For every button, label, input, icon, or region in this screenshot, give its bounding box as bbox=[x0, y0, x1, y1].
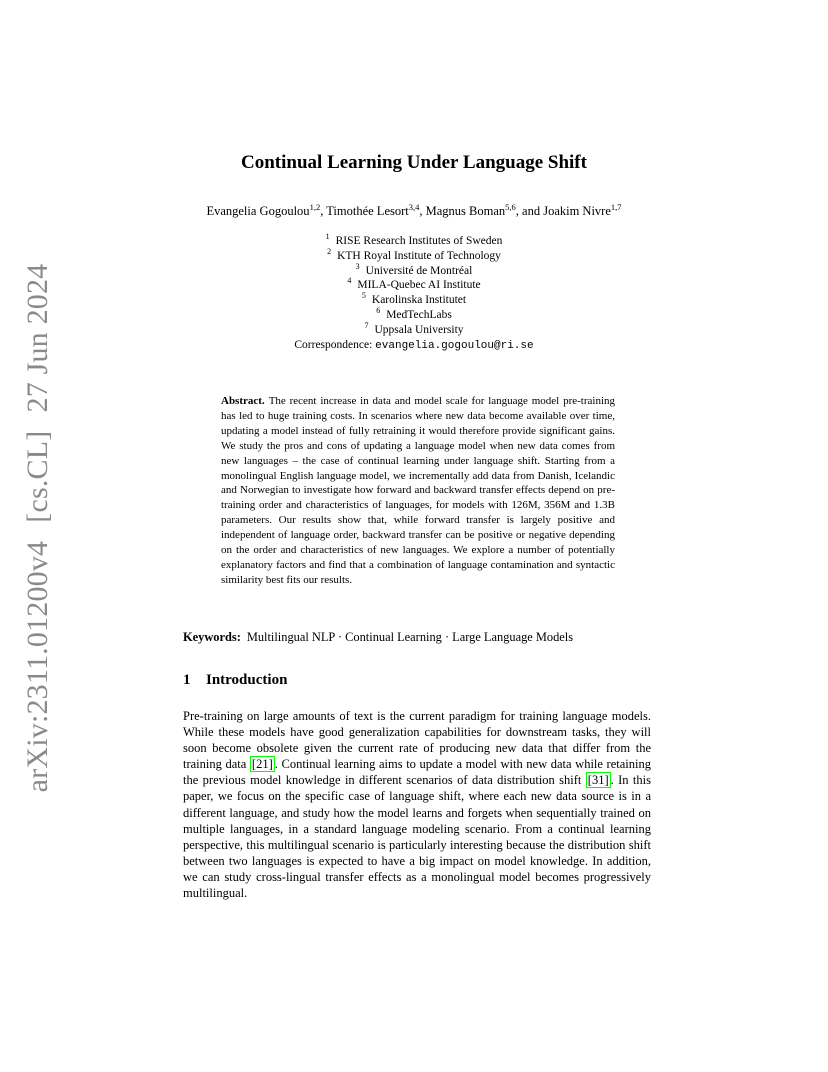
arxiv-id[interactable]: arXiv:2311.01200v4 bbox=[21, 540, 54, 793]
citation-link[interactable]: [31] bbox=[587, 773, 609, 788]
keywords-text: Multilingual NLP · Continual Learning · Large Language Models bbox=[246, 630, 574, 644]
affiliation: $^3$ Université de Montréal bbox=[355, 261, 473, 277]
keywords bbox=[183, 630, 653, 645]
affiliation: $^6$ MedTechLabs bbox=[376, 305, 452, 321]
affiliation: $^5$ Karolinska Institutet bbox=[361, 291, 467, 307]
affiliation: $^1$ RISE Research Institutes of Sweden bbox=[325, 232, 503, 247]
section-title: Introduction bbox=[206, 672, 288, 688]
correspondence-email[interactable]: evangelia.gogoulou@ri.se bbox=[375, 339, 534, 352]
arxiv-category: [cs.CL] bbox=[21, 430, 54, 523]
abstract-text: The recent increase in data and model scale for language model pre-training has led to huge training costs. In scenarios where new data become available over time, updating a model instead of fully retraining it would therefore provide significant gains. We study the pros and cons of updating a language model when new data comes from new languages – the case of continual learning under language shift. Starting from a monolingual English language model, we incrementally add data from Danish, Icelandic and Norwegian to investigate how forward and backward transfer effects depend on pre-training order and characteristics of languages, for models with 126M, 356M and 1.3B parameters. Our results show that, while forward transfer is largely positive and independent of language order, backward transfer can be positive or negative depending on the order and characteristics of new languages. We explore a number of potentially explanatory factors and find that a combination of language contamination and syntactic similarity best fits our results. bbox=[221, 395, 615, 586]
author: Magnus Boman$^{5,6}$, and bbox=[425, 202, 544, 218]
affiliation-list bbox=[0, 234, 828, 353]
intro-paragraph: Pre-training on large amounts of text is the current paradigm for training language models. While these models have good generalization capabilities for downstream tasks, they will soon become obsolete given the current rate of producing new data that differ from the training data [21] . Continual learning aims to update a model with new data while retaining the previous model knowledge in different scenarios of data distribution shift [31] . In this paper, we focus on the specific case of language shift, where each new data source is in a different language, and study how the model learns and forgets when sequentially trained on multiple languages, in a standard language modeling scenario. From a continual learning perspective, this multilingual scenario is particularly interesting because the distribution shift between two languages is expected to have a big impact on model knowledge. In addition, we can study cross-lingual transfer effects as a monolingual model becomes progressively multilingual. bbox=[183, 709, 651, 901]
affiliation: $^2$ KTH Royal Institute of Technology bbox=[327, 246, 501, 262]
affiliation: $^7$ Uppsala University bbox=[364, 320, 464, 336]
author: Timothée Lesort$^{3,4}$, bbox=[326, 202, 426, 218]
citation-link[interactable]: [21] bbox=[251, 757, 273, 772]
arxiv-date: 27 Jun 2024 bbox=[21, 263, 54, 413]
keywords-label: Keywords: bbox=[183, 630, 241, 644]
section-number: 1 bbox=[183, 672, 191, 688]
abstract-label: Abstract. bbox=[221, 395, 265, 407]
correspondence: Correspondence: evangelia.gogoulou@ri.se bbox=[294, 338, 534, 352]
paper-title: Continual Learning Under Language Shift bbox=[241, 152, 587, 173]
author: Joakim Nivre$^{1,7}$ bbox=[543, 202, 622, 218]
author-list bbox=[0, 204, 828, 219]
section-heading bbox=[183, 672, 287, 689]
author: Evangelia Gogoulou$^{1,2}$, bbox=[206, 202, 327, 218]
affiliation: $^4$ MILA-Quebec AI Institute bbox=[347, 276, 481, 292]
abstract bbox=[221, 394, 615, 588]
